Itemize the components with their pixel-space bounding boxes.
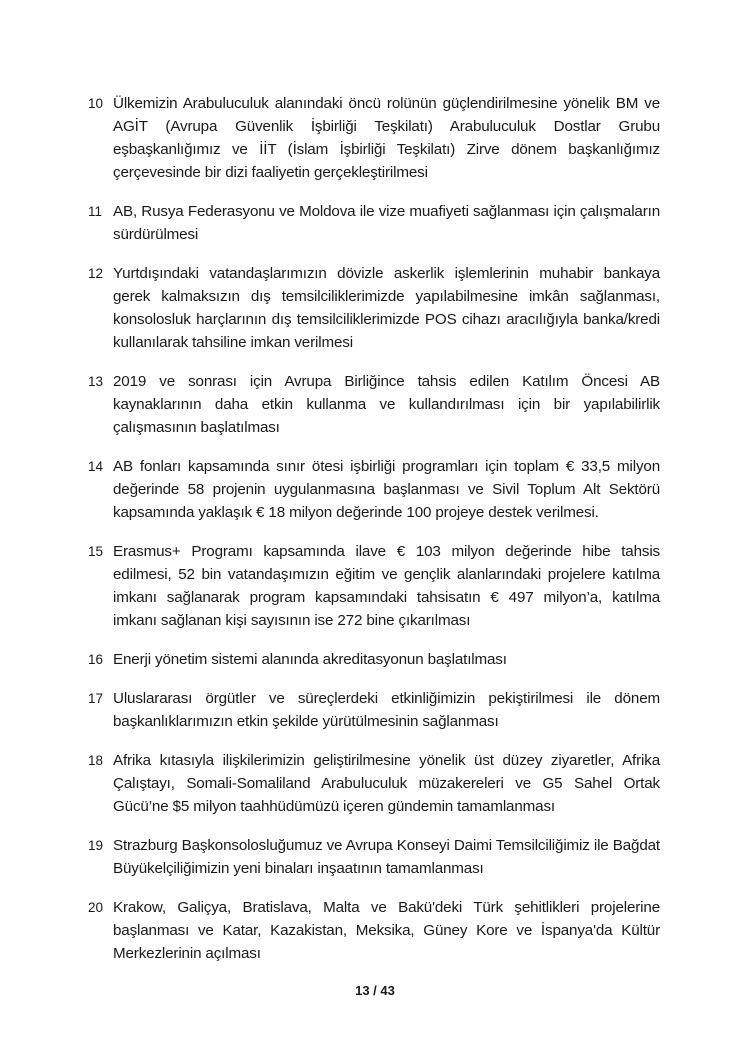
item-text: Strazburg Başkonsolosluğumuz ve Avrupa Konseyi Daimi Temsilciliğimiz ile Bağdat Büyükelçiliğimizin yeni binaları inşaatının tamamlanması xyxy=(113,837,660,877)
list-item xyxy=(88,648,660,671)
item-number: 10 xyxy=(88,96,104,111)
item-number: 12 xyxy=(88,266,104,281)
item-text: Afrika kıtasıyla ilişkilerimizin geliştirilmesine yönelik üst düzey ziyaretler, Afrika Çalıştayı, Somali-Somaliland Arabuluculuk müzakereleri ve G5 Sahel Ortak Gücü’ne $5 milyon taahhüdümüzü içeren gündemin tamamlanması xyxy=(113,752,660,815)
list-item xyxy=(88,370,660,439)
list-item xyxy=(88,896,660,965)
item-text: AB fonları kapsamında sınır ötesi işbirliği programları için toplam € 33,5 milyon değerinde 58 projenin uygulanmasına başlanması ve Sivil Toplum Alt Sektörü kapsamında yaklaşık € 18 milyon değerinde 100 projeye destek verilmesi. xyxy=(113,458,660,521)
list-item xyxy=(88,262,660,354)
list-item xyxy=(88,834,660,880)
item-number: 15 xyxy=(88,544,104,559)
item-text: Erasmus+ Programı kapsamında ilave € 103 milyon değerinde hibe tahsis edilmesi, 52 bin vatandaşımızın eğitim ve gençlik alanlarındaki projelere katılma imkanı sağlanarak program kapsamındaki tahsisatın € 497 milyon’a, katılma imkanı sağlanan kişi sayısının ise 272 bine çıkarılması xyxy=(113,543,660,629)
item-number: 16 xyxy=(88,652,104,667)
item-number: 14 xyxy=(88,459,104,474)
item-number: 20 xyxy=(88,900,104,915)
item-text: Ülkemizin Arabuluculuk alanındaki öncü rolünün güçlendirilmesine yönelik BM ve AGİT (Avrupa Güvenlik İşbirliği Teşkilatı) Arabuluculuk Dostlar Grubu eşbaşkanlığımız ve İİT (İslam İşbirliği Teşkilatı) Zirve dönem başkanlığımız çerçevesinde bir dizi faaliyetin gerçekleştirilmesi xyxy=(113,95,660,181)
item-text: Uluslararası örgütler ve süreçlerdeki etkinliğimizin pekiştirilmesi ile dönem başkanlıklarımızın etkin şekilde yürütülmesinin sağlanması xyxy=(113,690,660,730)
page-number: 13 / 43 xyxy=(355,983,395,998)
list-item xyxy=(88,749,660,818)
item-text: Yurtdışındaki vatandaşlarımızın dövizle askerlik işlemlerinin muhabir bankaya gerek kalmaksızın dış temsilciliklerimizde yapılabilmesine imkân sağlanması, konsolosluk harçlarının dış temsilciliklerimizde POS cihazı aracılığıyla banka/kredi kullanılarak tahsiline imkan verilmesi xyxy=(113,265,660,351)
item-number: 19 xyxy=(88,838,104,853)
list-item xyxy=(88,455,660,524)
item-number: 11 xyxy=(88,204,103,219)
item-text: Krakow, Galiçya, Bratislava, Malta ve Bakü'deki Türk şehitlikleri projelerine başlanması ve Katar, Kazakistan, Meksika, Güney Kore ve İspanya'da Kültür Merkezlerinin açılması xyxy=(113,899,660,962)
list-item xyxy=(88,687,660,733)
item-number: 13 xyxy=(88,374,104,389)
item-text: 2019 ve sonrası için Avrupa Birliğince tahsis edilen Katılım Öncesi AB kaynaklarının daha etkin kullanma ve kullandırılması için bir yapılabilirlik çalışmasının başlatılması xyxy=(113,373,660,436)
list-item xyxy=(88,200,660,246)
list-item xyxy=(88,92,660,184)
list-item xyxy=(88,540,660,632)
numbered-list xyxy=(88,92,660,981)
item-number: 17 xyxy=(88,691,104,706)
item-number: 18 xyxy=(88,753,104,768)
item-text: Enerji yönetim sistemi alanında akreditasyonun başlatılması xyxy=(113,651,507,668)
item-text: AB, Rusya Federasyonu ve Moldova ile vize muafiyeti sağlanması için çalışmaların sürdürülmesi xyxy=(113,203,660,243)
